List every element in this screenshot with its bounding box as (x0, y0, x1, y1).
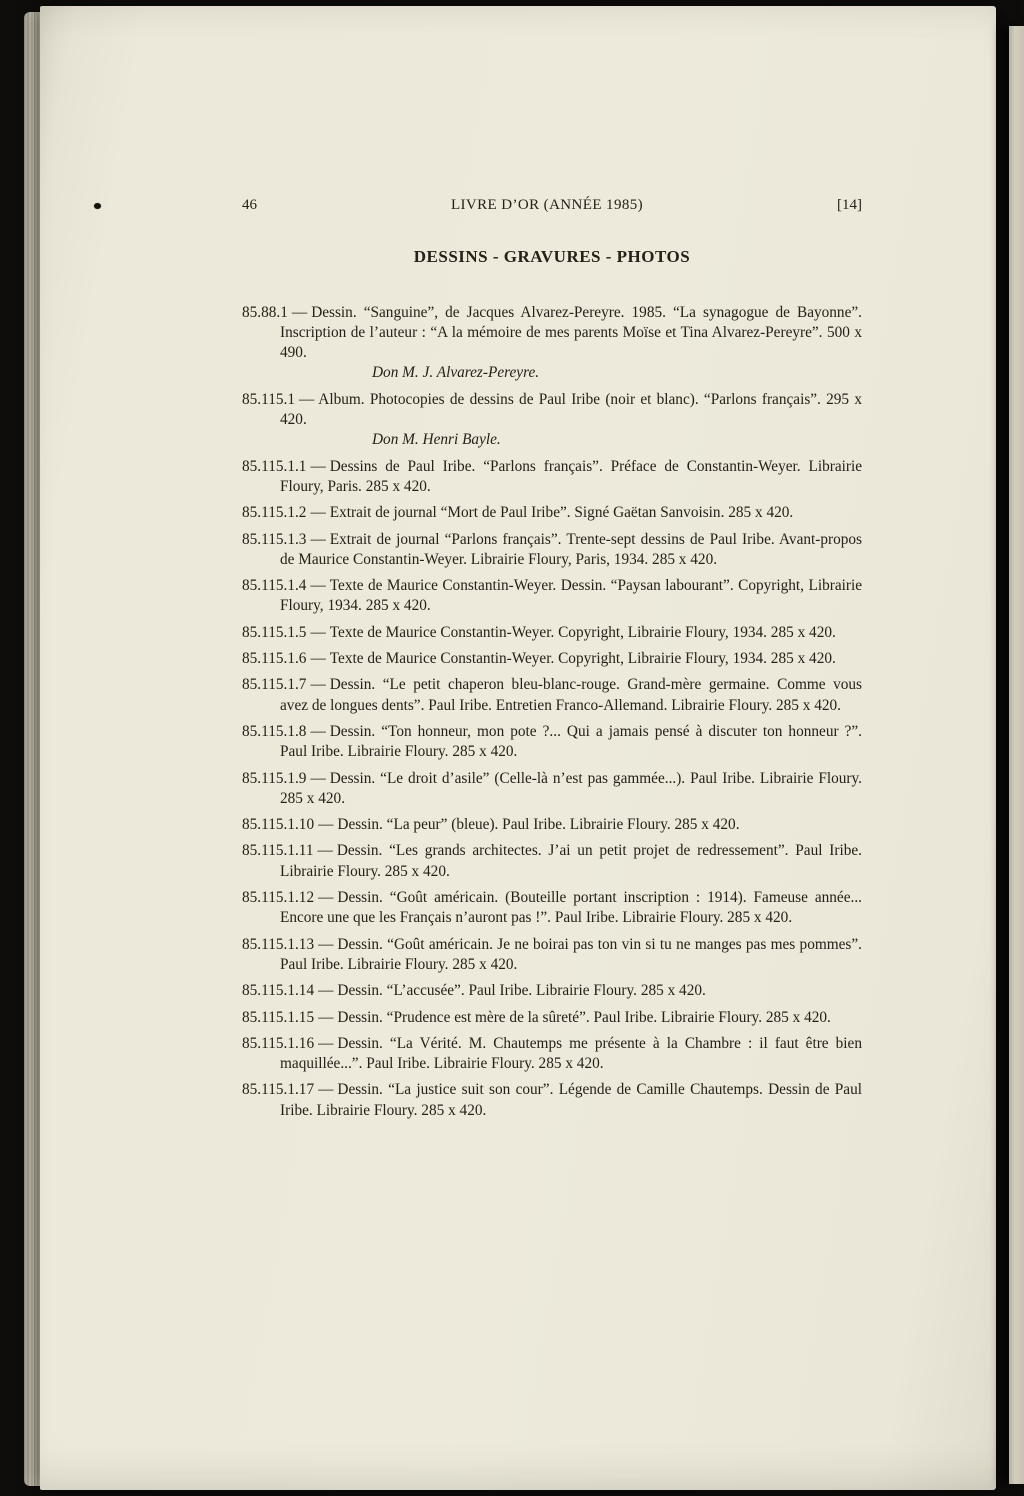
book-page (40, 6, 996, 1490)
entry-number: 85.115.1.6 (242, 650, 307, 668)
section-title: DESSINS - GRAVURES - PHOTOS (413, 247, 691, 267)
entry-text: Album. Photocopies de dessins de Paul Iribe (noir et blanc). “Parlons français”. 295 x 420. (280, 390, 862, 429)
catalog-item (242, 303, 862, 384)
entry-separator: — (310, 623, 326, 641)
entry-number: 85.115.1.13 (242, 935, 315, 953)
catalog-item (242, 769, 862, 810)
catalog-entry (242, 530, 862, 571)
entry-text: Dessin. “Le droit d’asile” (Celle-là n’est pas gammée...). Paul Iribe. Librairie Floury. 285 x 420. (280, 769, 862, 807)
catalog-entry (242, 888, 862, 929)
catalog-entry (242, 649, 862, 669)
catalog-item (242, 390, 862, 451)
catalog-item (242, 722, 862, 763)
running-title: LIVRE D’OR (ANNÉE 1985) (450, 197, 644, 213)
entry-separator: — (310, 650, 326, 668)
entry-separator: — (318, 1034, 334, 1052)
catalog-entry (242, 981, 862, 1001)
catalog-item (242, 1008, 862, 1028)
entry-number: 85.115.1.16 (242, 1034, 315, 1052)
catalog-item (242, 623, 862, 643)
folio-mark: [14] (837, 197, 862, 213)
catalog-entry (242, 576, 862, 617)
catalog-item (242, 503, 862, 523)
entry-separator: — (310, 722, 326, 740)
entry-separator: — (318, 889, 334, 907)
entry-number: 85.115.1.7 (242, 676, 307, 694)
page-number: 46 (242, 197, 257, 213)
entry-number: 85.115.1.17 (242, 1081, 315, 1099)
catalog-item (242, 649, 862, 669)
catalog-item (242, 1034, 862, 1075)
entry-text: Texte de Maurice Constantin-Weyer. Copyright, Librairie Floury, 1934. 285 x 420. (329, 623, 836, 641)
entry-separator: — (310, 504, 326, 522)
entry-separator: — (310, 676, 326, 694)
catalog-entry (242, 841, 862, 882)
catalog-item (242, 981, 862, 1001)
catalog-item (242, 576, 862, 617)
entry-number: 85.115.1.2 (242, 504, 307, 522)
entry-separator: — (310, 457, 326, 475)
entry-donation: Don M. Henri Bayle. (372, 431, 501, 449)
entry-separator: — (291, 303, 308, 321)
catalog-item (242, 457, 862, 498)
entry-text: Dessin. “Le petit chaperon bleu-blanc-rouge. Grand-mère germaine. Comme vous avez de longues dents”. Paul Iribe. Entretien Franco-Allemand. Librairie Floury. 285 x 420. (280, 676, 862, 714)
entry-number: 85.115.1.11 (242, 842, 314, 860)
entry-text: Dessin. “L’accusée”. Paul Iribe. Librairie Floury. 285 x 420. (337, 982, 706, 1000)
entry-text: Dessins de Paul Iribe. “Parlons français”. Préface de Constantin-Weyer. Librairie Floury, Paris. 285 x 420. (280, 457, 862, 495)
entry-separator: — (318, 1081, 334, 1099)
catalog-item (242, 1080, 862, 1121)
catalog-entry (242, 769, 862, 810)
next-page-edge (1009, 26, 1024, 1484)
entry-list (242, 303, 862, 1121)
catalog-entry (242, 815, 862, 835)
entry-separator: — (318, 982, 334, 1000)
catalog-entry (242, 1034, 862, 1075)
entry-number: 85.115.1.10 (242, 816, 315, 834)
entry-text: Dessin. “La justice suit son cour”. Légende de Camille Chautemps. Dessin de Paul Iribe. Librairie Floury. 285 x 420. (280, 1081, 862, 1119)
page-header (242, 195, 862, 215)
entry-text: Texte de Maurice Constantin-Weyer. Copyright, Librairie Floury, 1934. 285 x 420. (329, 650, 836, 668)
entry-number: 85.115.1.8 (242, 722, 307, 740)
catalog-item (242, 841, 862, 882)
entry-number: 85.115.1.12 (242, 889, 315, 907)
entry-separator: — (318, 816, 334, 834)
catalog-entry (242, 503, 862, 523)
ink-dot (94, 203, 101, 209)
entry-number: 85.115.1.1 (242, 457, 307, 475)
catalog-item (242, 675, 862, 716)
entry-text: Dessin. “Ton honneur, mon pote ?... Qui a jamais pensé à discuter ton honneur ?”. Paul Iribe. Librairie Floury. 285 x 420. (280, 722, 862, 761)
entry-text: Extrait de journal “Mort de Paul Iribe”. Signé Gaëtan Sanvoisin. 285 x 420. (329, 504, 794, 522)
entry-text: Texte de Maurice Constantin-Weyer. Dessin. “Paysan labourant”. Copyright, Librairie Floury, 1934. 285 x 420. (280, 577, 862, 615)
catalog-item (242, 530, 862, 571)
catalog-item (242, 815, 862, 835)
entry-text: Extrait de journal “Parlons français”. Trente-sept dessins de Paul Iribe. Avant-propos de Maurice Constantin-Weyer. Librairie Floury, Paris, 1934. 285 x 420. (280, 530, 862, 568)
catalog-entry (242, 390, 862, 431)
entry-text: Dessin. “Prudence est mère de la sûreté”. Paul Iribe. Librairie Floury. 285 x 420. (337, 1008, 831, 1026)
entry-number: 85.115.1.3 (242, 530, 307, 548)
entry-number: 85.115.1.15 (242, 1008, 315, 1026)
entry-text: Dessin. “La Vérité. M. Chautemps me présente à la Chambre : il faut être bien maquillée...”. Paul Iribe. Librairie Floury. 285 x 420. (280, 1034, 862, 1073)
entry-donation: Don M. J. Alvarez-Pereyre. (372, 364, 540, 382)
entry-text: Dessin. “Sanguine”, de Jacques Alvarez-Pereyre. 1985. “La synagogue de Bayonne”. Inscription de l’auteur : “A la mémoire de mes parents Moïse et Tina Alvarez-Pereyre”. 500 x 490. (280, 303, 862, 362)
entry-text: Dessin. “Goût américain. Je ne boirai pas ton vin si tu ne manges pas mes pommes”. Paul Iribe. Librairie Floury. 285 x 420. (280, 935, 862, 973)
entry-number: 85.115.1.9 (242, 769, 307, 787)
entry-separator: — (317, 842, 333, 860)
entry-number: 85.115.1.4 (242, 577, 307, 595)
page-content (242, 195, 862, 1127)
catalog-entry (242, 675, 862, 716)
catalog-entry (242, 1008, 862, 1028)
entry-separator: — (298, 390, 315, 408)
entry-text: Dessin. “Les grands architectes. J’ai un petit projet de redressement”. Paul Iribe. Librairie Floury. 285 x 420. (280, 842, 862, 880)
entry-separator: — (318, 1008, 334, 1026)
catalog-entry (242, 303, 862, 364)
entry-number: 85.115.1.14 (242, 982, 315, 1000)
entry-text: Dessin. “Goût américain. (Bouteille portant inscription : 1914). Fameuse année... Encore une que les Français n’auront pas !”. Paul Iribe. Librairie Floury. 285 x 420. (280, 889, 862, 927)
entry-number: 85.115.1 (242, 390, 295, 408)
catalog-entry (242, 1080, 862, 1121)
catalog-entry (242, 722, 862, 763)
entry-number: 85.115.1.5 (242, 623, 307, 641)
catalog-entry (242, 457, 862, 498)
entry-separator: — (310, 577, 326, 595)
catalog-entry (242, 623, 862, 643)
entry-text: Dessin. “La peur” (bleue). Paul Iribe. Librairie Floury. 285 x 420. (337, 816, 740, 834)
entry-separator: — (310, 769, 326, 787)
catalog-item (242, 888, 862, 929)
catalog-entry (242, 935, 862, 976)
entry-separator: — (318, 935, 334, 953)
entry-separator: — (310, 530, 326, 548)
catalog-item (242, 935, 862, 976)
entry-number: 85.88.1 (242, 303, 288, 321)
